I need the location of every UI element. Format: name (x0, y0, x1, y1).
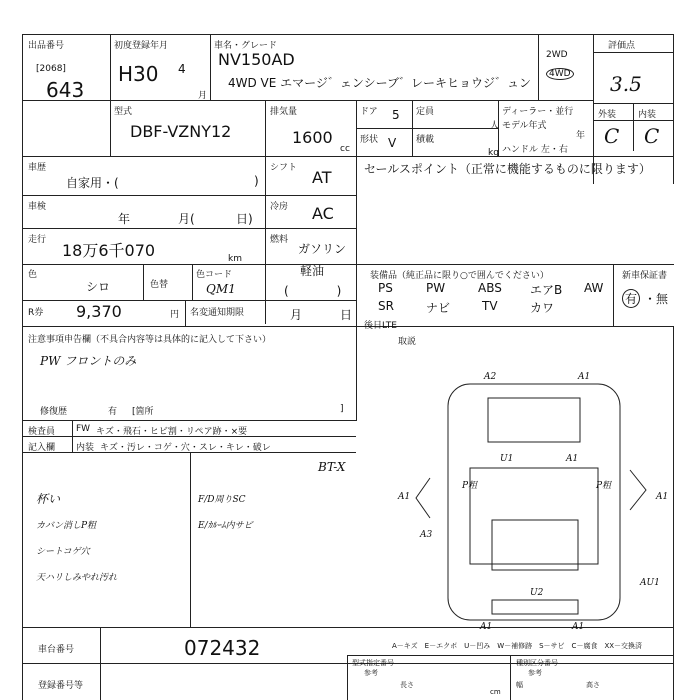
equip-ps: PS (378, 281, 393, 295)
mark-a1-top: A1 (578, 372, 591, 382)
capacity-unit: 人 (490, 121, 500, 131)
sales-point-label: セールスポイント（正常に機能するものに限ります） (364, 162, 651, 176)
color-label: 色 (28, 270, 38, 280)
inspection-year: 年 (118, 212, 131, 226)
handwritten-6: E/ｶﾙｰﾑ内サビ (198, 521, 253, 531)
inspector-label: 検査員 (28, 427, 56, 437)
equip-airbag: エアB (530, 283, 563, 297)
car-label: 車名・グレード (214, 41, 278, 51)
notes-text: PW フロントのみ (40, 354, 137, 368)
model-year-label: モデル年式 (502, 121, 547, 131)
color-value: シロ (86, 280, 111, 294)
mark-a1-bottom-right: A1 (572, 622, 585, 632)
car-name: NV150AD (218, 50, 295, 69)
equip-sr: SR (378, 299, 394, 313)
history-value: 自家用・( (66, 176, 119, 190)
lot-label: 出品番号 (28, 41, 65, 51)
first-reg-year: H30 (118, 62, 159, 86)
body-label: 形状 (360, 135, 379, 145)
color-change-label: 色替 (150, 280, 169, 290)
color-code: QM1 (206, 282, 236, 296)
first-reg-label: 初度登録年月 (114, 41, 169, 51)
model-year-unit: 年 (576, 131, 586, 141)
notice-day: 日 (340, 308, 353, 322)
rear-label: 後日LTE (364, 321, 397, 331)
mark-u2: U2 (530, 588, 544, 598)
lot-number: 643 (46, 78, 85, 102)
handwritten-5: F/D周りSC (198, 495, 246, 505)
mark-a3: A3 (420, 530, 433, 540)
equipment-label: 装備品（純正品に限り○で囲んでください） (370, 271, 549, 281)
type-number-label: 型式指定番号 (352, 659, 394, 667)
model-label: 型式 (114, 107, 133, 117)
length-unit: cm (490, 688, 501, 696)
capacity-label: 定員 (416, 107, 435, 117)
mark-p-left: P粗 (462, 481, 478, 491)
mileage-unit: km (228, 254, 242, 264)
ac-value: AC (312, 204, 334, 223)
load-label: 積載 (416, 135, 435, 145)
fw-items: キズ・飛石・ヒビ割・リペア跡・×要 (96, 427, 248, 437)
dealer-label: ディーラー・並行 (502, 107, 574, 117)
inspection-day: 日) (236, 212, 253, 226)
history-close: ) (254, 174, 259, 188)
displacement-unit: cc (340, 144, 350, 154)
doors-value: 5 (392, 108, 400, 122)
doors-label: ドア (360, 107, 378, 117)
mark-a1-left: A1 (398, 492, 411, 502)
notice-month: 月 (290, 308, 303, 322)
r-ticket-unit: 円 (170, 310, 180, 320)
handwritten-1: 杯い (36, 492, 61, 506)
ref-2: 参考 (528, 669, 542, 677)
registration-label: 登録番号等 (38, 681, 84, 691)
equip-pw: PW (426, 281, 446, 295)
warranty-label: 新車保証書 (622, 271, 668, 281)
height-label: 高さ (586, 681, 600, 689)
mileage-label: 走行 (28, 235, 47, 245)
warranty-yes: 有 (622, 289, 640, 308)
inspection-month: 月( (178, 212, 195, 226)
first-reg-month-unit: 月 (198, 91, 208, 101)
notes-label: 注意事項申告欄（不具合内容等は具体的に記入して下さい） (28, 335, 272, 345)
handle-label: ハンドル 左・右 (502, 145, 568, 155)
chassis-value: 072432 (184, 636, 261, 660)
mark-a1-right: A1 (656, 492, 669, 502)
handwritten-3: シートコゲ穴 (36, 547, 90, 557)
inspector-label-2: 記入欄 (28, 443, 56, 453)
equip-tv: TV (482, 299, 498, 313)
repair-value: 有 (108, 407, 118, 417)
equip-navi: ナビ (426, 301, 451, 315)
load-unit: kg (488, 148, 499, 158)
warranty-no: ・無 (644, 292, 669, 306)
history-label: 車歴 (28, 163, 47, 173)
interior-items: キズ・汚レ・コゲ・穴・スレ・キレ・破レ (100, 443, 271, 453)
shift-label: シフト (270, 163, 298, 173)
interior-items-label: 内装 (76, 443, 95, 453)
model-value: DBF-VZNY12 (130, 122, 232, 141)
ac-label: 冷房 (270, 202, 289, 212)
equip-leather: カワ (530, 301, 555, 315)
r-ticket-value: 9,370 (76, 302, 122, 321)
repair-detail: [箇所 (132, 407, 154, 417)
exterior-label: 外装 (598, 110, 617, 120)
manual: 取説 (398, 337, 417, 347)
width-label: 幅 (516, 681, 523, 689)
category-number-label: 種別区分番号 (516, 659, 558, 667)
exterior-score: C (604, 124, 620, 148)
damage-legend: A－キズ E－エクボ U－凹み W－補修跡 S－サビ C－腐食 XX－交換済 (392, 642, 643, 650)
mark-a1-bottom-left: A1 (480, 622, 493, 632)
mileage-value: 18万6千070 (62, 241, 156, 260)
r-ticket-label: R券 (28, 308, 44, 318)
inspection-label: 車検 (28, 202, 47, 212)
color-code-label: 色コード (196, 270, 233, 280)
mark-a2: A2 (484, 372, 497, 382)
drive-4wd: 4WD (546, 68, 574, 80)
score-label: 評価点 (608, 41, 636, 51)
fuel-diesel: 軽油 (300, 264, 325, 278)
lot-code: [2068] (36, 64, 66, 74)
chassis-label: 車台番号 (38, 645, 75, 655)
score-value: 3.5 (610, 72, 642, 96)
mark-p-right: P粗 (596, 481, 612, 491)
ref-1: 参考 (364, 669, 378, 677)
car-grade: 4WD VE エマージ゛ェンシーブ゛レーキヒョウジ゛ュン (228, 76, 532, 90)
interior-label: 内装 (638, 110, 657, 120)
handwritten-bt: BT-X (318, 460, 346, 474)
repair-label: 修復歴 (40, 407, 68, 417)
fuel-label: 燃料 (270, 235, 289, 245)
body-value: V (388, 136, 397, 150)
length-label: 長さ (400, 681, 414, 689)
fuel-gas: ガソリン (298, 242, 347, 256)
mark-au1: AU1 (640, 578, 660, 588)
fuel-paren: ( ) (284, 284, 342, 298)
repair-close: ] (340, 404, 344, 414)
mark-a1-mid: A1 (566, 454, 579, 464)
drive-2wd: 2WD (546, 50, 568, 60)
displacement-value: 1600 (292, 128, 333, 147)
notice-label: 名変通知期限 (190, 308, 245, 318)
interior-score: C (644, 124, 660, 148)
handwritten-2: カバン消しP粗 (36, 521, 97, 531)
equip-abs: ABS (478, 281, 502, 295)
mark-u1: U1 (500, 454, 514, 464)
fw-label: FW (76, 424, 91, 434)
handwritten-4: 天ハリしみやれ汚れ (36, 573, 118, 583)
shift-value: AT (312, 168, 332, 187)
first-reg-month: 4 (178, 62, 186, 76)
displacement-label: 排気量 (270, 107, 298, 117)
equip-aw: AW (584, 281, 604, 295)
